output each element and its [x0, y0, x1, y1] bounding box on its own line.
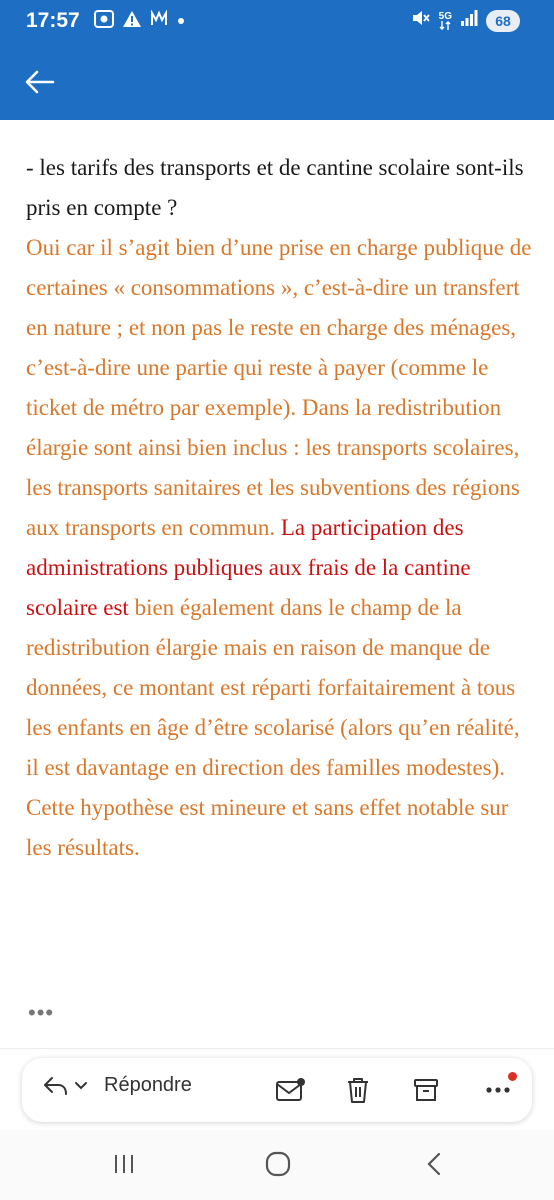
email-answer: [26, 228, 538, 868]
back-arrow-icon: [25, 70, 55, 94]
status-icons-right: [411, 9, 520, 32]
envelope-icon: [275, 1078, 305, 1102]
mute-icon: [411, 9, 431, 32]
delete-button[interactable]: [342, 1074, 374, 1106]
home-icon: [265, 1151, 291, 1177]
signal-icon: [460, 9, 478, 32]
trash-icon: [346, 1076, 370, 1104]
show-more-button[interactable]: •••: [28, 1000, 55, 1025]
answer-text-part1: Oui car il s’agit bien d’une prise en charge publique de certaines « consommations », c’est-à-dire un transfert en nature ; et non pas le reste en charge des ménages, c’est-à-dire une partie qui reste à payer (comme le ticket de métro par exemple). Dans la redistribution élargie sont ainsi bien inclus : les transports scolaires, les transports sanitaires et les subventions des régions aux transports en commun.: [26, 235, 532, 540]
warning-icon: [122, 10, 142, 33]
answer-text-part2: bien également dans le champ de la redistribution élargie mais en raison de manque de données, ce montant est réparti forfaitairement à tous les enfants en âge d’être scolarisé (alors qu’en réalité, il est davantage en direction des familles modestes). Cette hypothèse est mineure et sans effet notable sur les résultats.: [26, 595, 520, 860]
more-options-button[interactable]: [482, 1074, 514, 1106]
status-icons-left: [94, 10, 186, 33]
system-nav-bar: [0, 1130, 554, 1200]
email-body: [26, 148, 538, 868]
mark-unread-button[interactable]: [274, 1074, 306, 1106]
reply-arrow-icon: [42, 1075, 68, 1097]
email-question: - les tarifs des transports et de cantine scolaire sont-ils pris en compte ?: [26, 155, 524, 220]
status-time: 17:57: [26, 9, 80, 32]
notification-red-dot: [508, 1072, 517, 1081]
home-button[interactable]: [258, 1148, 298, 1180]
archive-button[interactable]: [410, 1074, 442, 1106]
system-back-button[interactable]: [414, 1148, 454, 1180]
app-bar: [0, 42, 554, 120]
reply-button[interactable]: [42, 1074, 192, 1097]
divider: [0, 1048, 554, 1049]
recent-apps-icon: [112, 1153, 136, 1175]
battery-indicator: 68: [486, 10, 520, 32]
more-dots-icon: [485, 1086, 511, 1094]
action-bar: [22, 1058, 532, 1122]
chevron-down-icon[interactable]: [74, 1081, 88, 1091]
reply-label: Répondre: [104, 1074, 192, 1096]
archive-icon: [413, 1078, 439, 1102]
answer-highlight: La participation des administrations publiques aux frais de la cantine scolaire est: [26, 515, 471, 620]
network-label: 5G: [438, 10, 452, 22]
le-monde-icon: [150, 10, 168, 33]
back-button[interactable]: [22, 64, 58, 100]
screenshot-icon: [94, 10, 114, 33]
notification-dot-icon: [176, 13, 186, 31]
status-bar: [0, 0, 554, 42]
chevron-left-icon: [426, 1152, 442, 1176]
recent-apps-button[interactable]: [104, 1148, 144, 1180]
network-5g-icon: [439, 12, 452, 30]
